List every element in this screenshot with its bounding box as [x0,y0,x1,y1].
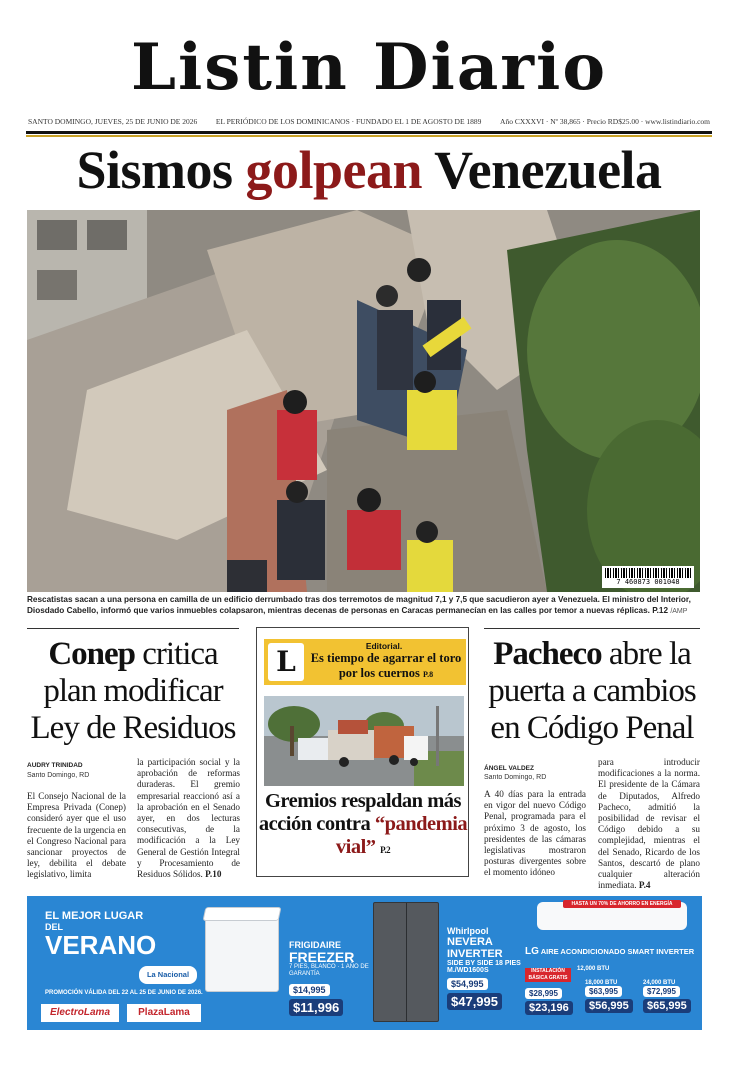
masthead-gold-rule [26,135,712,137]
freezer-lid [203,907,282,921]
traffic-photo[interactable] [264,696,464,786]
issue-info: Año CXXXVI · Nº 38,865 · Precio RD$25.00 · www.listindiario.com [500,116,710,126]
right-story-column-1: A 40 días para la entrada en vigor del nuevo Código Penal, programada para el próximo 3 de agosto, los presidentes de las cámaras legislativas mostraron posturas divergentes sobre el momento idóneo [484,789,586,878]
main-headline-word2: golpean [245,140,423,200]
fridge-price: $47,995 [447,993,502,1010]
editorial-title-text: Es tiempo de agarrar el toro por los cuernos [310,651,462,680]
ad-summer-title [45,910,195,958]
rubble-rescue-illustration [27,210,700,592]
ac-price-2: $56,995 [585,999,633,1013]
right-byline: ÁNGEL VALDEZ [484,765,534,772]
right-story-page: P.4 [638,880,651,891]
editorial-label: Editorial. [365,641,403,651]
ac-old-price-3: $72,995 [643,986,680,997]
right-story-headline[interactable] [484,636,700,747]
ac-energy-band: HASTA UN 70% DE AHORRO EN ENERGÍA [563,900,681,908]
ac-installation-tag: INSTALACIÓN BÁSICA GRATIS [525,968,571,982]
freezer-brand: FRIGIDAIRE [289,940,342,950]
ac-price-3: $65,995 [643,999,691,1013]
traffic-accident-illustration [264,696,464,786]
ac-btu-1: 12,000 BTU [577,966,610,972]
fridge-name: NEVERA INVERTER [447,936,503,960]
left-dateline: Santo Domingo, RD [27,772,90,779]
center-headline-page: P.2 [380,845,391,855]
fridge-offer [447,926,527,1011]
caption-page: P.12 [652,605,669,615]
freezer-spec: 7 PIES, BLANCO · 1 AÑO DE GARANTÍA [289,964,369,977]
barcode [602,566,694,588]
left-story-column-1: El Consejo Nacional de la Empresa Privada (Conep) consideró ayer que el uso frecuente de la urgencia en el Congreso Nacional para sancionar proyectos de ley, debilita el debate legislativo, limita [27,791,126,880]
ac-price-1: $23,196 [525,1001,573,1015]
right-story-rule [484,628,700,629]
caption-credit: /AMP [670,607,688,615]
barcode-number: 7 460873 001048 [616,578,680,586]
freezer-name: FREEZER [289,949,355,965]
issue-date: SANTO DOMINGO, JUEVES, 25 DE JUNIO DE 2026 [28,116,198,126]
right-dateline: Santo Domingo, RD [484,774,547,781]
right-story-column-2 [598,757,700,891]
lg-logo: LG [525,946,539,957]
main-headline[interactable] [0,138,738,202]
right-headline-bold: Pacheco [493,636,602,672]
left-col2-text: la participación social y la aprobación de reformas duraderas. El gremio empresarial reaccionó así a la aprobación en el Senado ayer, en dos lecturas consecutivas, de la modificación a la Ley General de Gestión Integral y Procesamiento de Residuos Sólidos. [137,757,240,880]
center-headline-quote: “pandemia vial” [335,813,468,858]
left-headline-rest: critica plan modificar Ley de Residuos [30,636,236,746]
ac-price-block-3 [643,980,701,1013]
freezer-price: $11,996 [289,999,343,1016]
right-headline-rest: abre la puerta a cambios en Código Penal [488,636,696,746]
ac-offer-1 [577,966,617,972]
editorial-logo-icon: L [268,643,304,681]
editorial-banner[interactable] [264,639,466,685]
freezer-offer [289,940,373,1017]
left-story-column-2 [137,757,240,880]
fridge-old-price: $54,995 [447,978,488,990]
ac-old-price-1: $28,995 [525,988,562,999]
la-nacional-logo: La Nacional [139,966,197,984]
main-photo[interactable] [27,210,700,592]
photo-caption [27,595,705,617]
fridge-model: M./WD1600S [447,967,489,974]
fridge-spec: SIDE BY SIDE 18 PIES [447,960,521,967]
ac-title-text: AIRE ACONDICIONADO SMART INVERTER [540,947,695,956]
fridge-brand: Whirlpool [447,926,489,936]
masthead-rule [26,131,712,134]
main-headline-word1: Sismos [76,140,233,200]
left-story-rule [27,628,239,629]
newspaper-logo[interactable]: Listin Diario [130,30,608,105]
left-headline-bold: Conep [48,636,135,672]
plazalama-logo: PlazaLama [127,1004,201,1022]
freezer-image [205,914,279,992]
ac-old-price-2: $63,995 [585,986,622,997]
center-headline-main: Gremios respaldan más acción contra [258,790,462,835]
right-col2-text: para introducir modificaciones a la norma. El presidente de la Cámara de Diputados, Alfredo Pacheco, admitió la posibilidad de revisar el Código debido a su complejidad, mientras el del Senado, Ricardo de los Santos, descartó de plano cualquier alteración inmediata. [598,757,700,891]
ad-title-line1: EL MEJOR LUGAR [45,910,144,922]
fridge-image [373,902,439,1022]
left-story-page: P.10 [205,869,222,880]
newspaper-tagline: EL PERIÓDICO DE LOS DOMINICANOS · FUNDADO EL 1 DE AGOSTO DE 1889 [215,116,482,126]
ac-btu-2: 18,000 BTU [585,980,618,986]
ac-price-block-2 [585,980,641,1013]
ad-title-line2: DEL [45,922,63,932]
masthead-info-bar [28,112,710,130]
left-story-headline[interactable] [27,636,239,747]
advertisement-banner[interactable] [27,896,702,1030]
editorial-title [308,651,464,682]
ac-title [525,946,695,957]
editorial-page: P.8 [423,670,434,679]
barcode-bars [605,568,691,578]
center-headline[interactable] [258,790,468,862]
ac-price-block-1 [525,988,581,1015]
caption-text: Rescatistas sacan a una persona en camilla de un edificio derrumbado tras dos terremotos de magnitud 7,1 y 7,5 que sacudieron ayer a Venezuela. El ministro del Interior, Diosdado Cabello, informó que varios inmuebles colapsaron, mientras decenas de personas en Caracas permanecían en las calles por temor a nuevas réplicas. [27,595,691,615]
ad-promo-text: PROMOCIÓN VÁLIDA DEL 22 AL 25 DE JUNIO DE 2026. [45,990,203,996]
electrolama-logo: ElectroLama [41,1004,119,1022]
ad-title-line3: VERANO [45,930,157,960]
left-byline: AUDRY TRINIDAD [27,762,83,769]
fridge-door-split [406,903,407,1021]
freezer-old-price: $14,995 [289,984,330,996]
masthead [0,28,738,108]
ac-btu-3: 24,000 BTU [643,980,676,986]
main-headline-word3: Venezuela [434,140,662,200]
